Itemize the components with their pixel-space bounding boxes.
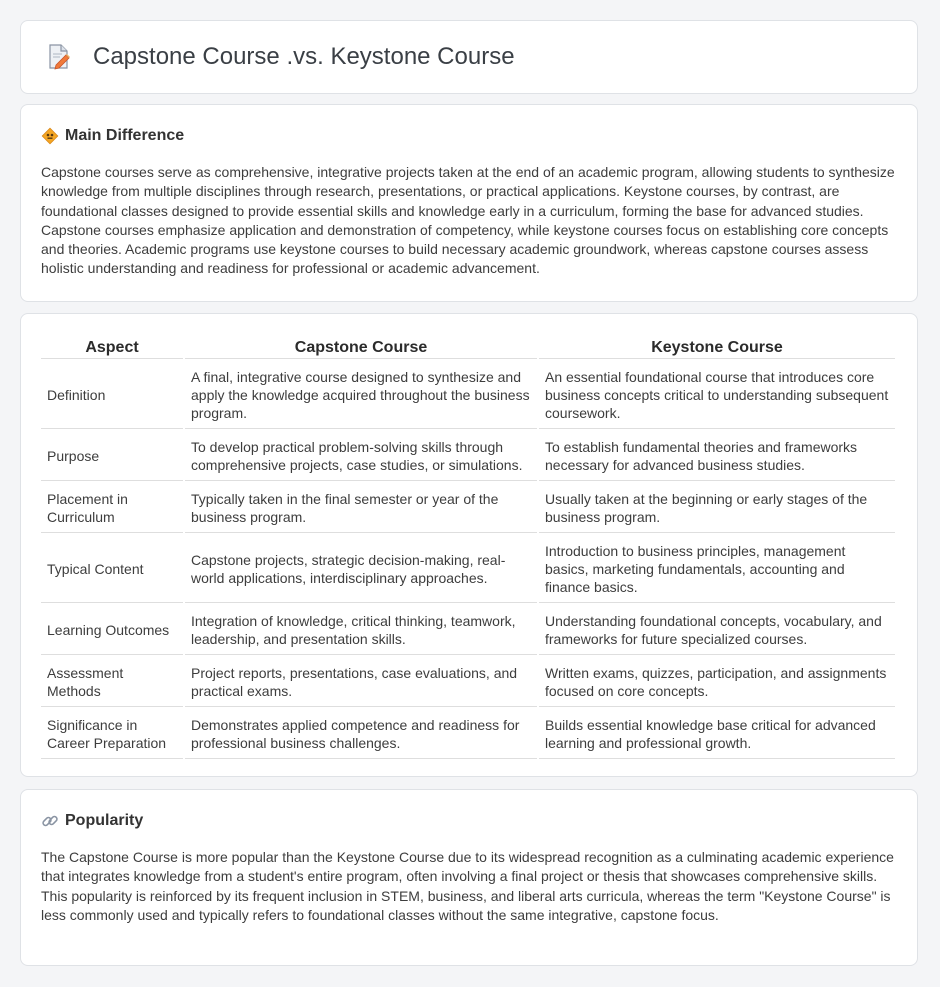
aspect-cell: Purpose xyxy=(41,431,183,481)
popularity-title: Popularity xyxy=(65,812,144,829)
capstone-cell: Typically taken in the final semester or year of the business program. xyxy=(185,483,537,533)
aspect-cell: Placement in Curriculum xyxy=(41,483,183,533)
table-row xyxy=(41,709,895,759)
keystone-cell: An essential foundational course that introduces core business concepts critical to understanding subsequent coursework. xyxy=(539,361,895,429)
comparison-card xyxy=(20,313,918,777)
link-icon xyxy=(41,812,59,830)
table-row xyxy=(41,605,895,655)
keystone-cell: To establish fundamental theories and frameworks necessary for advanced business studies. xyxy=(539,431,895,481)
capstone-cell: To develop practical problem-solving skills through comprehensive projects, case studies, or simulations. xyxy=(185,431,537,481)
table-row xyxy=(41,535,895,603)
diamond-sign-icon xyxy=(41,127,59,145)
aspect-cell: Assessment Methods xyxy=(41,657,183,707)
main-difference-card xyxy=(20,104,918,302)
aspect-cell: Learning Outcomes xyxy=(41,605,183,655)
capstone-cell: Project reports, presentations, case evaluations, and practical exams. xyxy=(185,657,537,707)
main-difference-heading xyxy=(41,127,897,145)
table-header-row xyxy=(41,336,895,359)
popularity-heading xyxy=(41,812,897,830)
aspect-cell: Significance in Career Preparation xyxy=(41,709,183,759)
aspect-cell: Definition xyxy=(41,361,183,429)
capstone-cell: Capstone projects, strategic decision-making, real-world applications, interdisciplinary approaches. xyxy=(185,535,537,603)
header-keystone: Keystone Course xyxy=(539,336,895,359)
aspect-cell: Typical Content xyxy=(41,535,183,603)
document-pencil-icon xyxy=(47,44,71,70)
main-difference-text: Capstone courses serve as comprehensive, integrative projects taken at the end of an academic program, allowing students to synthesize knowledge from multiple disciplines through research, presentations, or practical applications. Keystone courses, by contrast, are foundational classes designed to provide essential skills and knowledge early in a curriculum, forming the base for advanced studies. Capstone courses emphasize application and demonstration of competency, while keystone courses focus on establishing core concepts and theories. Academic programs use keystone courses to build necessary academic groundwork, whereas capstone courses assess holistic understanding and readiness for professional or academic advancement. xyxy=(41,164,895,277)
keystone-cell: Usually taken at the beginning or early stages of the business program. xyxy=(539,483,895,533)
main-difference-title: Main Difference xyxy=(65,127,185,144)
keystone-cell: Written exams, quizzes, participation, and assignments focused on core concepts. xyxy=(539,657,895,707)
header-card xyxy=(20,20,918,94)
comparison-table xyxy=(39,334,897,761)
popularity-card xyxy=(20,789,918,966)
keystone-cell: Introduction to business principles, management basics, marketing fundamentals, accounting and finance basics. xyxy=(539,535,895,603)
capstone-cell: Integration of knowledge, critical thinking, teamwork, leadership, and presentation skills. xyxy=(185,605,537,655)
table-row xyxy=(41,431,895,481)
capstone-cell: Demonstrates applied competence and readiness for professional business challenges. xyxy=(185,709,537,759)
header-capstone: Capstone Course xyxy=(185,336,537,359)
keystone-cell: Understanding foundational concepts, vocabulary, and frameworks for future specialized courses. xyxy=(539,605,895,655)
popularity-text: The Capstone Course is more popular than the Keystone Course due to its widespread recognition as a culminating academic experience that integrates knowledge from a student's entire program, often involving a final project or thesis that showcases comprehensive skills. This popularity is reinforced by its frequent inclusion in STEM, business, and liberal arts curricula, whereas the term "Keystone Course" is less commonly used and typically refers to foundational classes without the same integrative, capstone focus. xyxy=(41,849,894,923)
table-row xyxy=(41,657,895,707)
table-row xyxy=(41,483,895,533)
page-title: Capstone Course .vs. Keystone Course xyxy=(93,43,515,70)
keystone-cell: Builds essential knowledge base critical for advanced learning and professional growth. xyxy=(539,709,895,759)
capstone-cell: A final, integrative course designed to synthesize and apply the knowledge acquired throughout the business program. xyxy=(185,361,537,429)
table-row xyxy=(41,361,895,429)
header-aspect: Aspect xyxy=(41,336,183,359)
